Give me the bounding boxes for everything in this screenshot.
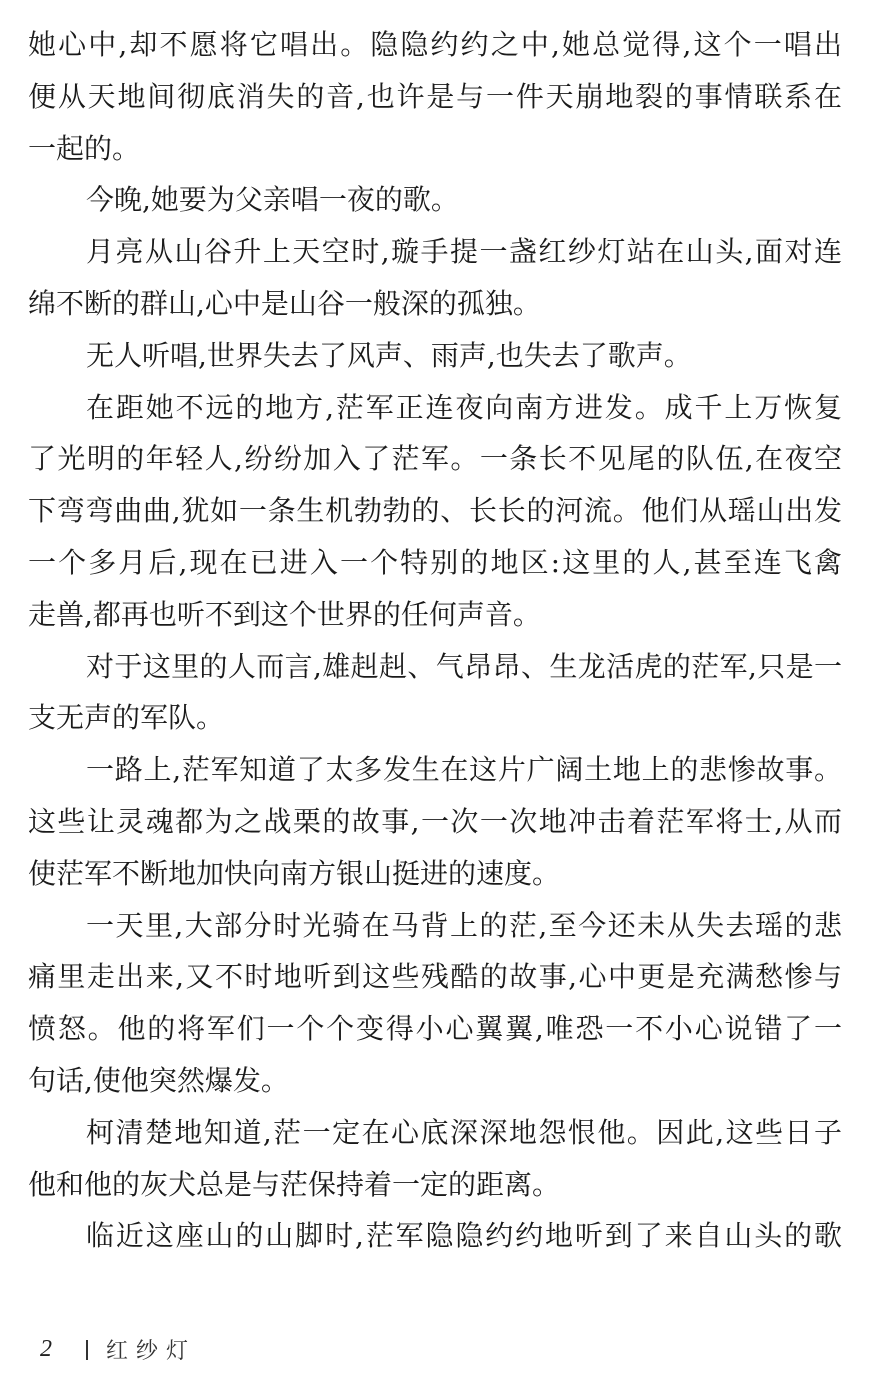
paragraph (28, 226, 842, 330)
text-line: 她心中,却不愿将它唱出。隐隐约约之中,她总觉得,这个一唱出 (28, 28, 842, 61)
text-line: 便从天地间彻底消失的音,也许是与一件天崩地裂的事情联系在 (28, 79, 842, 113)
paragraph (28, 1210, 842, 1262)
text-line: 这些让灵魂都为之战栗的故事,一次一次地冲击着茫军将士,从而 (28, 804, 842, 838)
paragraph (28, 900, 842, 1107)
text-line: 走兽,都再也听不到这个世界的任何声音。 (28, 597, 541, 631)
text-line: 对于这里的人而言,雄赳赳、气昂昂、生龙活虎的茫军,只是一 (86, 649, 842, 683)
paragraph (28, 641, 842, 745)
paragraph (28, 19, 842, 174)
paragraph (28, 174, 842, 226)
text-line: 一起的。 (28, 131, 141, 165)
text-line: 柯清楚地知道,茫一定在心底深深地怨恨他。因此,这些日子 (86, 1115, 842, 1149)
footer-divider (86, 1340, 88, 1360)
paragraph (28, 1107, 842, 1211)
text-line: 使茫军不断地加快向南方银山挺进的速度。 (28, 856, 561, 890)
page-body (28, 19, 842, 1262)
text-line: 愤怒。他的将军们一个个变得小心翼翼,唯恐一不小心说错了一 (28, 1012, 842, 1046)
text-line: 临近这座山的山脚时,茫军隐隐约约地听到了来自山头的歌 (86, 1219, 842, 1253)
text-line: 绵不断的群山,心中是山谷一般深的孤独。 (28, 286, 541, 320)
text-line: 今晚,她要为父亲唱一夜的歌。 (86, 183, 459, 217)
page-footer (40, 1334, 196, 1365)
text-line: 痛里走出来,又不时地听到这些残酷的故事,心中更是充满愁惨与 (28, 960, 842, 994)
paragraph (28, 382, 842, 641)
text-line: 了光明的年轻人,纷纷加入了茫军。一条长不见尾的队伍,在夜空 (28, 442, 842, 476)
page-number: 2 (40, 1336, 52, 1362)
text-line: 下弯弯曲曲,犹如一条生机勃勃的、长长的河流。他们从瑶山出发 (28, 494, 842, 528)
text-line: 支无声的军队。 (28, 701, 225, 735)
text-line: 一个多月后,现在已进入一个特别的地区:这里的人,甚至连飞禽 (28, 545, 842, 579)
text-line: 在距她不远的地方,茫军正连夜向南方进发。成千上万恢复 (86, 390, 842, 424)
text-line: 一路上,茫军知道了太多发生在这片广阔土地上的悲惨故事。 (86, 753, 842, 787)
paragraph (28, 744, 842, 899)
paragraph (28, 330, 842, 382)
text-line: 句话,使他突然爆发。 (28, 1063, 289, 1097)
text-line: 月亮从山谷升上天空时,璇手提一盏红纱灯站在山头,面对连 (86, 235, 842, 269)
text-line: 一天里,大部分时光骑在马背上的茫,至今还未从失去瑶的悲 (86, 908, 842, 942)
book-title: 红纱灯 (106, 1339, 197, 1364)
text-line: 无人听唱,世界失去了风声、雨声,也失去了歌声。 (86, 338, 692, 372)
text-line: 他和他的灰犬总是与茫保持着一定的距离。 (28, 1167, 561, 1201)
